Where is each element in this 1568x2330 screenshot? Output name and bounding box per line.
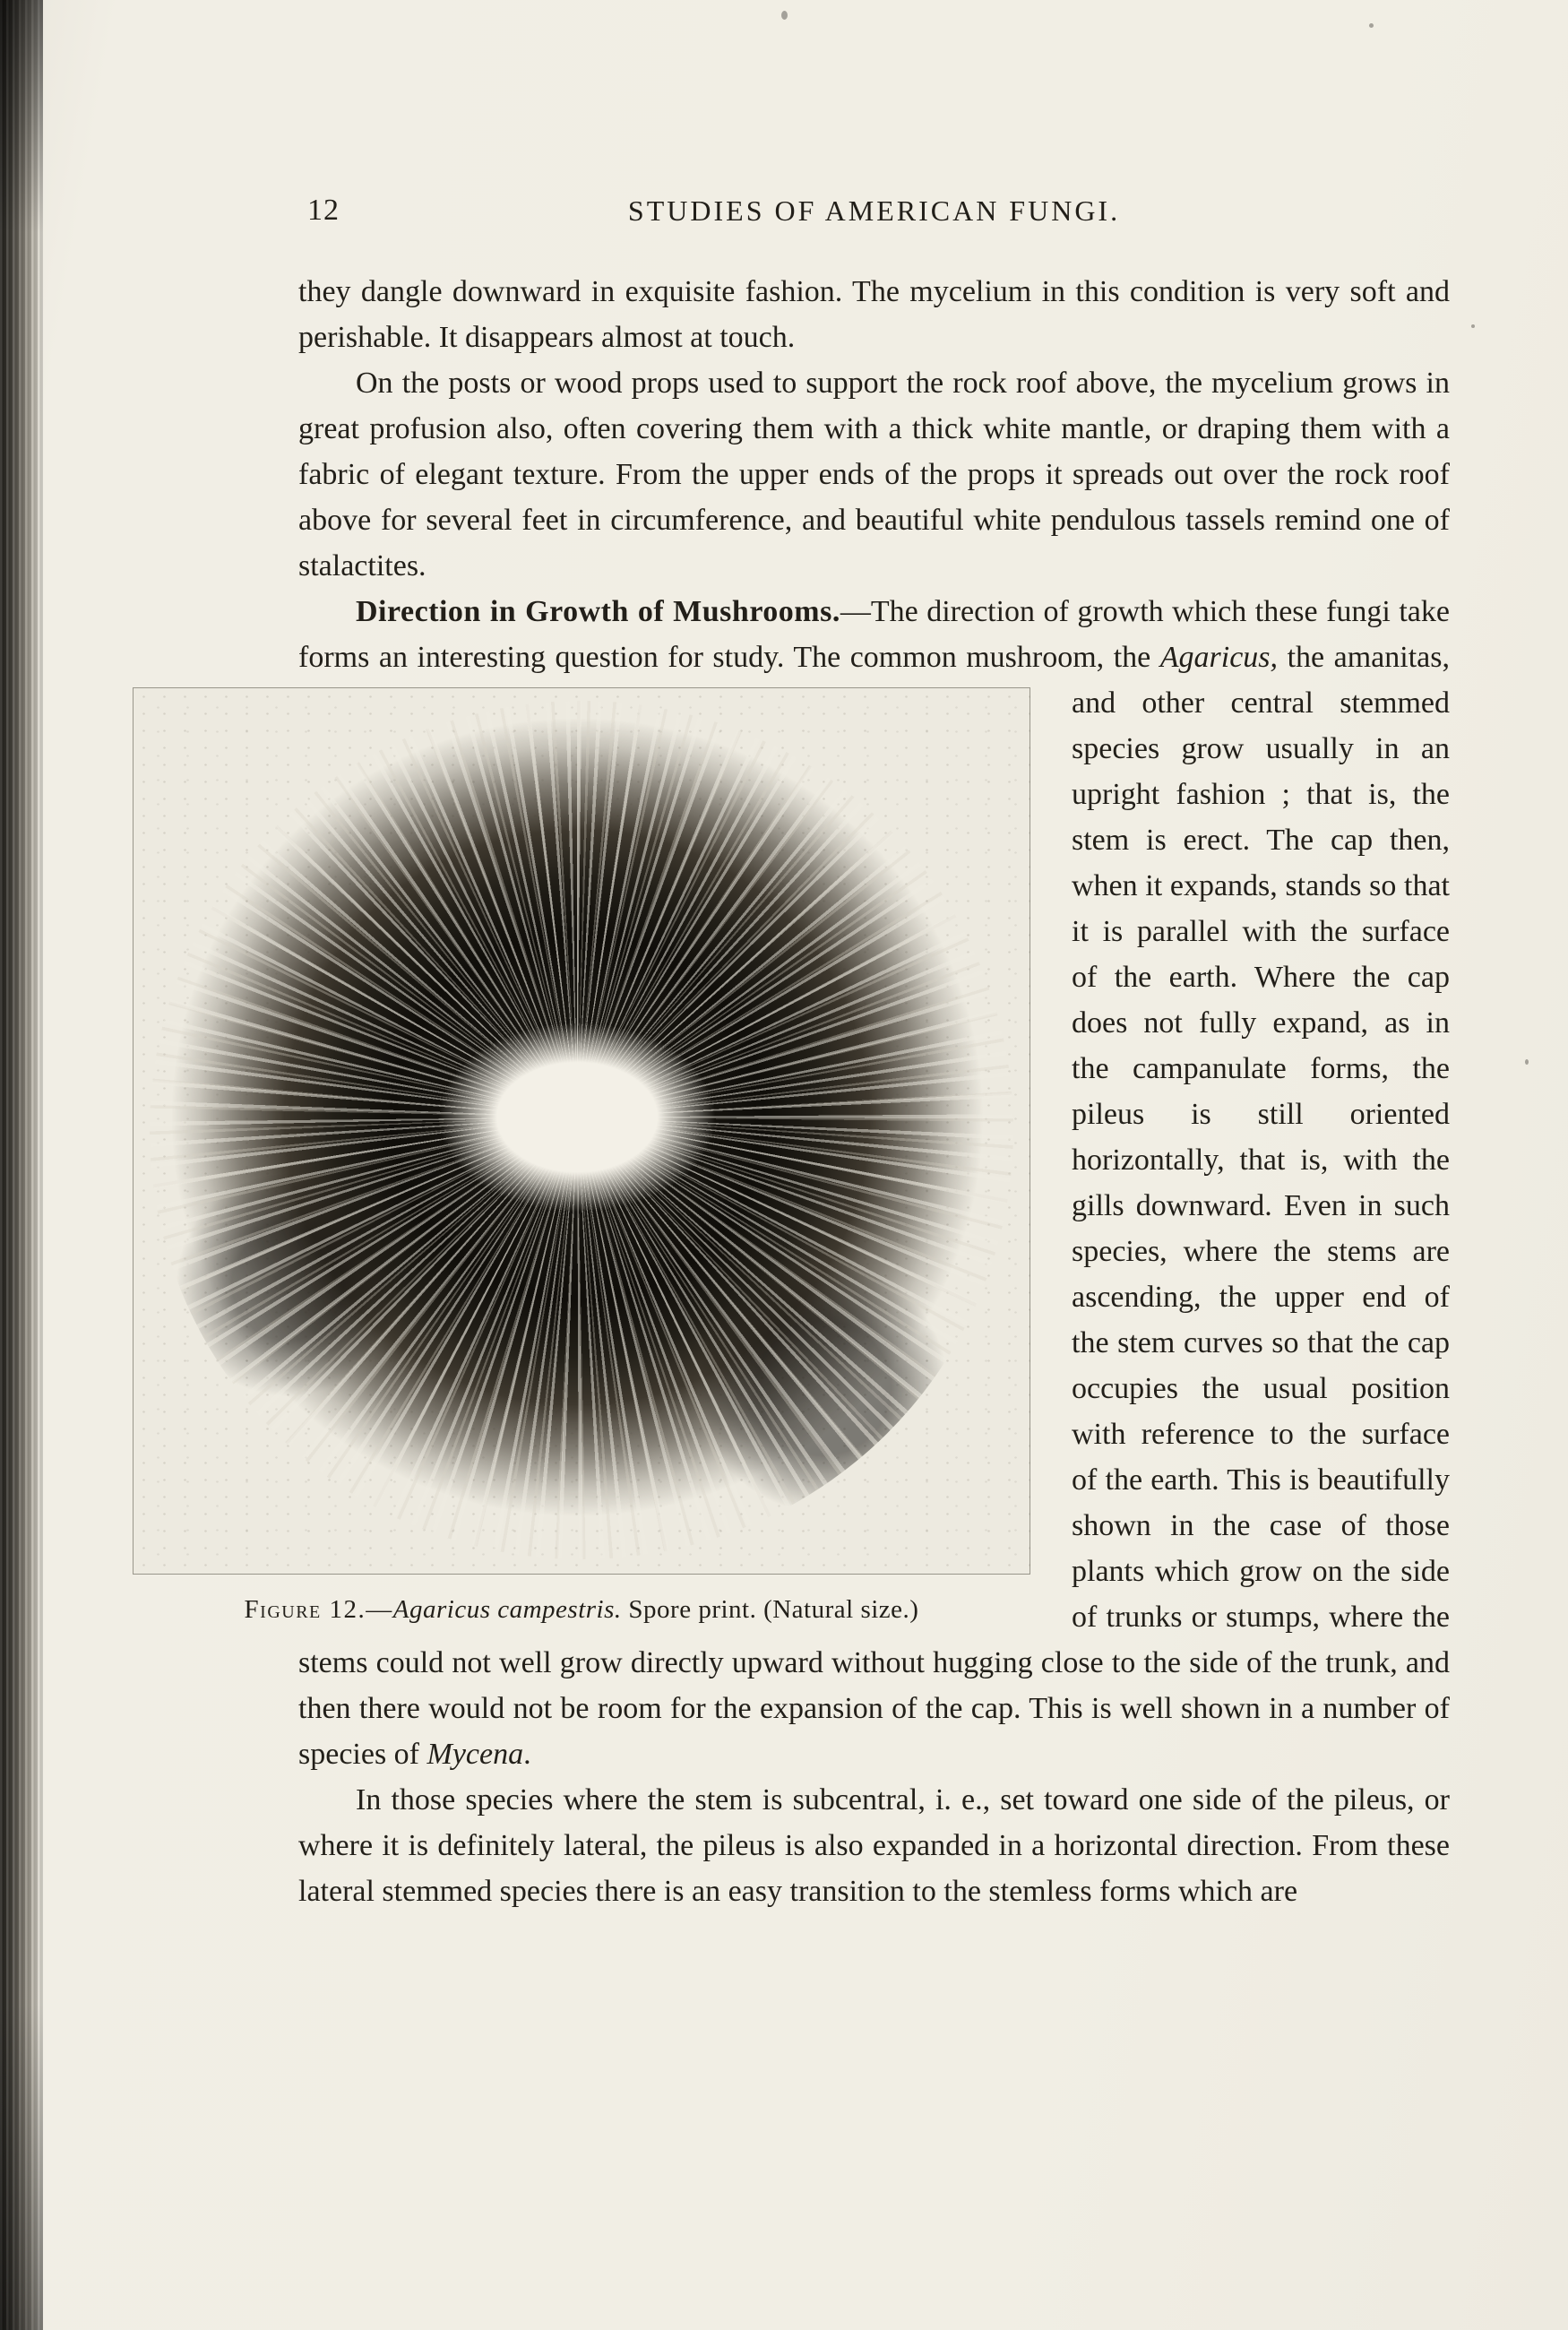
species-name-italic: Agaricus, bbox=[1159, 641, 1279, 674]
paragraph-3 bbox=[244, 589, 1450, 1777]
running-header bbox=[298, 190, 1450, 246]
species-name-italic: Mycena bbox=[426, 1738, 524, 1771]
figure-caption-tail: Spore print. (Natural size.) bbox=[621, 1595, 919, 1624]
paragraph-3-text: the amanitas, and other central stemmed species grow usually in an upright fashion ; that is, the stem is erect. The cap then, when it expands, stands so that it is parallel with the surface of the earth. Where the cap does not fully expand, as in the campanulate forms, the pileus is still oriented horizontally, that is, with the gills downward. Even in such species, where the stems are ascending, the upper end of the stem curves so that the cap occupies the usual position with reference to the surface of the earth. This is beautifully shown in the case of those plants which grow on the side of trunks or stumps, where the stems could not well grow directly upward without hugging close to the side of the trunk, and then there would not be room for the expansion of the cap. This is well shown in a number of species of bbox=[298, 641, 1450, 1771]
scan-speck bbox=[1369, 23, 1374, 28]
section-heading-inline: Direction in Growth of Mushrooms. bbox=[356, 595, 840, 628]
scan-speck bbox=[1471, 324, 1475, 328]
spore-print-image bbox=[150, 701, 1013, 1559]
paragraph-1: they dangle downward in exquisite fashion. The mycelium in this condition is very soft and perishable. It disappears almost at touch. bbox=[298, 275, 1450, 354]
paragraph-3-text: —The direction of growth which these fungi take forms an interesting question for study. The common mushroom, the bbox=[298, 595, 1450, 674]
figure-caption-species: Agaricus campestris. bbox=[392, 1595, 622, 1624]
paragraph-3-text: . bbox=[523, 1738, 531, 1771]
binding-shading bbox=[0, 0, 43, 2330]
paragraph-2: On the posts or wood props used to support the rock roof above, the mycelium grows in great profusion also, often covering them with a thick white mantle, or draping them with a fabric of elegant texture. From the upper ends of the props it spreads out over the rock roof above for several feet in circumference, and beautiful white pendulous tassels remind one of stalactites. bbox=[298, 367, 1450, 582]
paragraph-4: In those species where the stem is subcentral, i. e., set toward one side of the pileus, or where it is definitely lateral, the pileus is also expanded in a horizontal direction. From these lateral stemmed species there is an easy transition to the stemless forms which are bbox=[298, 1783, 1450, 1908]
figure-12 bbox=[133, 687, 1030, 1627]
scan-speck bbox=[1525, 1059, 1529, 1065]
page-content bbox=[244, 190, 1450, 1914]
spore-print-plate bbox=[133, 687, 1030, 1575]
page-number: 12 bbox=[307, 194, 340, 227]
figure-caption bbox=[133, 1592, 1030, 1627]
figure-caption-label: Figure 12.— bbox=[244, 1595, 393, 1624]
book-binding-edge bbox=[0, 0, 43, 2330]
header-title: STUDIES OF AMERICAN FUNGI. bbox=[627, 194, 1121, 227]
scan-speck bbox=[781, 11, 788, 20]
